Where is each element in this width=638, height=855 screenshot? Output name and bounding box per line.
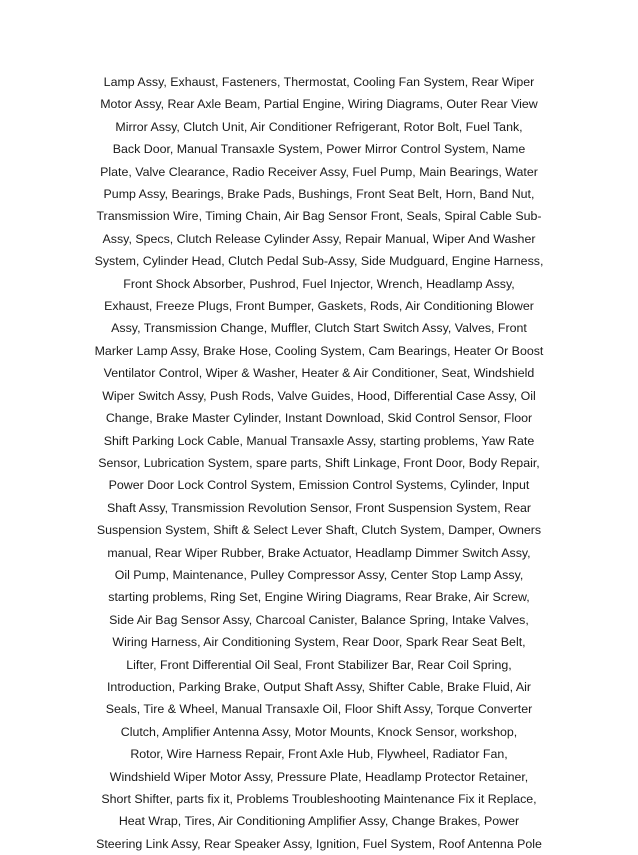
text-line: Introduction, Parking Brake, Output Shaft Assy, Shifter Cable, Brake Fluid, Air bbox=[106, 679, 531, 694]
text-line: Assy, Specs, Clutch Release Cylinder Assy, Repair Manual, Wiper And Washer bbox=[102, 231, 536, 246]
text-line: Lifter, Front Differential Oil Seal, Front Stabilizer Bar, Rear Coil Spring, bbox=[126, 657, 512, 672]
text-line: Shift Parking Lock Cable, Manual Transaxle Assy, starting problems, Yaw Rate bbox=[103, 433, 535, 448]
text-line: Lamp Assy, Exhaust, Fasteners, Thermostat, Cooling Fan System, Rear Wiper bbox=[103, 75, 535, 89]
text-line: Motor Assy, Rear Axle Beam, Partial Engine, Wiring Diagrams, Outer Rear View bbox=[100, 97, 538, 112]
body-text bbox=[40, 71, 598, 855]
text-line: Steering Link Assy, Rear Speaker Assy, Ignition, Fuel System, Roof Antenna Pole bbox=[96, 836, 542, 851]
text-line: Rotor, Wire Harness Repair, Front Axle Hub, Flywheel, Radiator Fan, bbox=[130, 747, 508, 762]
text-line: Shaft Assy, Transmission Revolution Sensor, Front Suspension System, Rear bbox=[107, 500, 531, 515]
text-line: Sensor, Lubrication System, spare parts, Shift Linkage, Front Door, Body Repair, bbox=[98, 455, 540, 470]
text-line: Back Door, Manual Transaxle System, Power Mirror Control System, Name bbox=[112, 142, 526, 157]
text-line: Change, Brake Master Cylinder, Instant Download, Skid Control Sensor, Floor bbox=[105, 411, 533, 426]
text-line: Transmission Wire, Timing Chain, Air Bag Sensor Front, Seals, Spiral Cable Sub- bbox=[96, 209, 542, 224]
text-line: Wiper Switch Assy, Push Rods, Valve Guides, Hood, Differential Case Assy, Oil bbox=[102, 388, 536, 403]
text-line: Assy, Transmission Change, Muffler, Clutch Start Switch Assy, Valves, Front bbox=[111, 321, 527, 336]
text-line: manual, Rear Wiper Rubber, Brake Actuator, Headlamp Dimmer Switch Assy, bbox=[107, 545, 531, 560]
text-line: Power Door Lock Control System, Emission Control Systems, Cylinder, Input bbox=[108, 478, 530, 493]
text-line: Side Air Bag Sensor Assy, Charcoal Canister, Balance Spring, Intake Valves, bbox=[109, 612, 529, 627]
text-line: Heat Wrap, Tires, Air Conditioning Amplifier Assy, Change Brakes, Power bbox=[118, 814, 520, 829]
text-line: starting problems, Ring Set, Engine Wiring Diagrams, Rear Brake, Air Screw, bbox=[108, 590, 530, 605]
text-line: Seals, Tire & Wheel, Manual Transaxle Oil, Floor Shift Assy, Torque Converter bbox=[105, 702, 533, 717]
text-line: Front Shock Absorber, Pushrod, Fuel Injector, Wrench, Headlamp Assy, bbox=[123, 276, 515, 291]
text-line: Marker Lamp Assy, Brake Hose, Cooling System, Cam Bearings, Heater Or Boost bbox=[94, 343, 544, 358]
text-line: Suspension System, Shift & Select Lever Shaft, Clutch System, Damper, Owners bbox=[96, 523, 542, 538]
text-line: Wiring Harness, Air Conditioning System, Rear Door, Spark Rear Seat Belt, bbox=[112, 635, 526, 650]
text-line: System, Cylinder Head, Clutch Pedal Sub-Assy, Side Mudguard, Engine Harness, bbox=[94, 254, 544, 269]
text-line: Ventilator Control, Wiper & Washer, Heater & Air Conditioner, Seat, Windshield bbox=[103, 366, 535, 381]
text-line: Short Shifter, parts fix it, Problems Troubleshooting Maintenance Fix it Replace, bbox=[101, 792, 537, 806]
text-line: Mirror Assy, Clutch Unit, Air Conditioner Refrigerant, Rotor Bolt, Fuel Tank, bbox=[115, 119, 523, 134]
text-line: Pump Assy, Bearings, Brake Pads, Bushings, Front Seat Belt, Horn, Band Nut, bbox=[103, 187, 535, 202]
text-line: Plate, Valve Clearance, Radio Receiver Assy, Fuel Pump, Main Bearings, Water bbox=[100, 164, 538, 179]
text-line: Exhaust, Freeze Plugs, Front Bumper, Gaskets, Rods, Air Conditioning Blower bbox=[104, 299, 534, 314]
text-line: Windshield Wiper Motor Assy, Pressure Plate, Headlamp Protector Retainer, bbox=[109, 769, 529, 784]
text-line: Clutch, Amplifier Antenna Assy, Motor Mounts, Knock Sensor, workshop, bbox=[120, 724, 518, 739]
text-line: Oil Pump, Maintenance, Pulley Compressor Assy, Center Stop Lamp Assy, bbox=[114, 567, 524, 582]
